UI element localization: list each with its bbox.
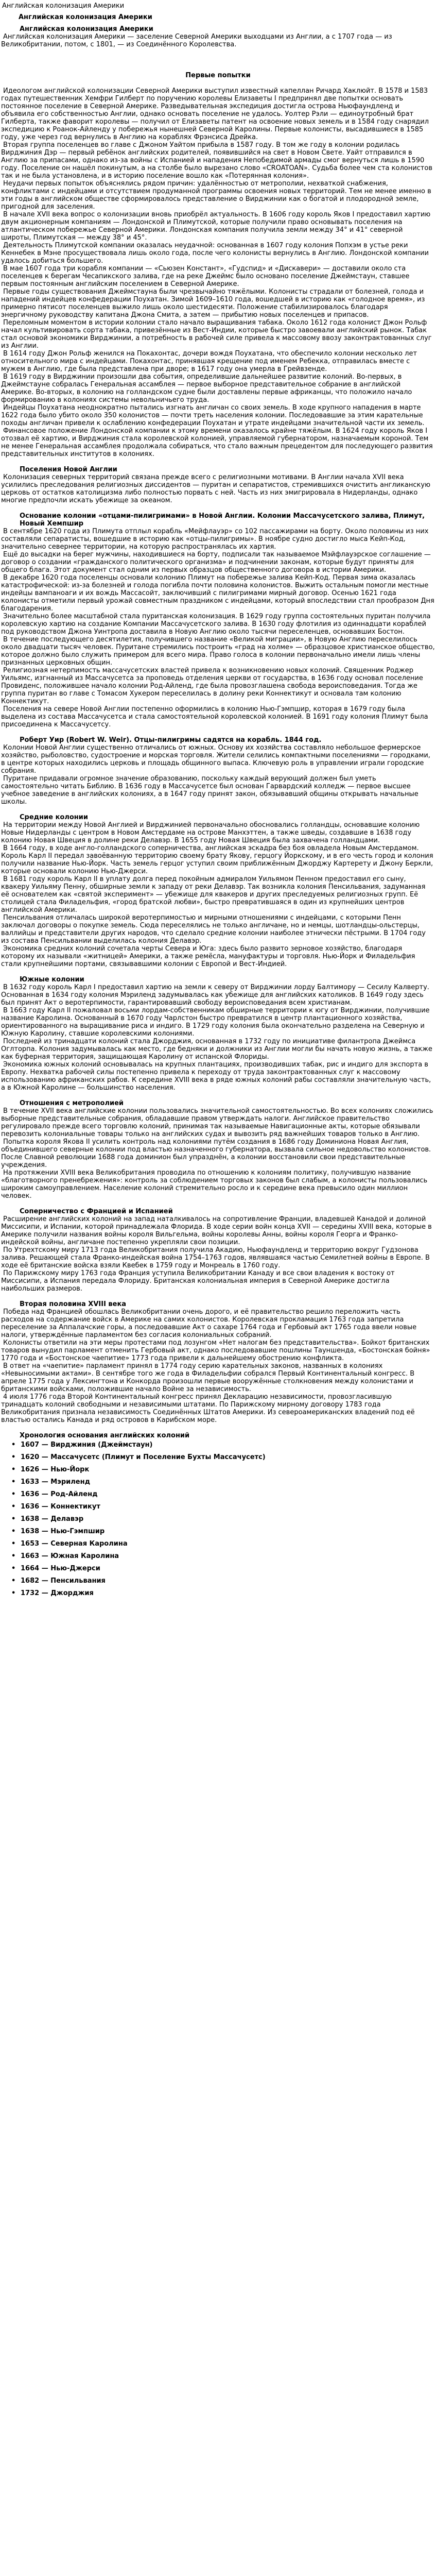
paragraph: Пенсильвания отличалась широкой веротерпимостью и мирными отношениями с индейцами, с которыми Пенн заключал договоры о покупке земель. Сюда переселялись не только англичане, но и немцы, шотландцы-ольстерцы, валлийцы и представители других народов, что сделало средние колонии наиболее этнически пёстрыми. В 1704 году из состава Пенсильвании выделилась колония Делавэр. <box>1 914 426 945</box>
breadcrumb <box>0 0 436 10</box>
paragraph: В 1681 году король Карл II в уплату долга перед покойным адмиралом Уильямом Пенном предоставил его сыну, квакеру Уильяму Пенну, обширные земли к западу от реки Делавэр. Так возникла колония Пенсильвания, задуманная её основателем как «святой эксперимент» — убежище для квакеров и других преследуемых религиозных групп. Её столицей стала Филадельфия, «город братской любви», быстро превратившаяся в один из крупнейших центров английской Америки. <box>1 875 426 914</box>
section-heading: Соперничество с Францией и Испанией <box>20 1208 173 1215</box>
paragraph: 4 июля 1776 года Второй Континентальный конгресс принял Декларацию независимости, провозгласившую тринадцать колоний свободными и независимыми штатами. По Парижскому мирному договору 1783 года Великобритания признала независимость Соединённых Штатов Америки. Из североамериканских владений под её властью остались Канада и ряд островов в Карибском море. <box>1 1393 415 1424</box>
section-heading: Основание колонии «отцами-пилигримами» в Новой Англии. Колонии Массачусетского залива, Плимут, Новый Хемпшир <box>20 512 425 528</box>
section-heading: Первые попытки <box>185 72 251 79</box>
paragraph: В 1664 году, в ходе англо-голландского соперничества, английская эскадра без боя овладела Новым Амстердамом. Король Карл II передал завоёванную территорию своему брату Якову, герцогу Йоркскому, и в его честь город и колония получили название Нью-Йорк. Часть земель герцог уступил своим приближённым Джорджу Картерету и Джону Беркли, которые основали колонию Нью-Джерси. <box>1 844 433 875</box>
paragraph: Значительно более масштабной стала пуританская колонизация. В 1629 году группа состоятельных пуритан получила королевскую хартию на создание Компании Массачусетского залива. В 1630 году флотилия из одиннадцати кораблей под руководством Джона Уинтропа доставила в Новую Англию около тысячи переселенцев, основавших Бостон. <box>1 613 431 636</box>
paragraph: Колонисты ответили на эти меры протестами под лозунгом «Нет налогам без представительства». Бойкот британских товаров вынудил парламент отменить Гербовый акт, однако последовавшие пошлины Тауншенда, «Бостонская бойня» 1770 года и «Бостонское чаепитие» 1773 года привели к дальнейшему обострению конфликта. <box>1 1339 430 1362</box>
paragraph: Английская колонизация Америки — заселение Северной Америки выходцами из Англии, а с 1707 года — из Великобритании, потом, с 1801, — из Соединённого Королевства. <box>1 33 392 48</box>
paragraph: В 1632 году король Карл I предоставил хартию на земли к северу от Вирджинии лорду Балтимору — Сесилу Калверту. Основанная в 1634 году колония Мэриленд задумывалась как убежище для английских католиков. В 1649 году здесь был принят Акт о веротерпимости, гарантировавший свободу вероисповедания всем христианам. <box>1 984 429 1007</box>
spacer <box>0 79 436 87</box>
section-heading: Роберт Уир (Robert W. Weir). Отцы-пилигримы садятся на корабль. 1844 год. <box>20 736 322 744</box>
section-heading: Отношения с метрополией <box>20 1099 124 1107</box>
paragraph: Расширение английских колоний на запад наталкивалось на сопротивление Франции, владевшей Канадой и долиной Миссисипи, и Испании, которой принадлежала Флорида. В ходе серии войн конца XVII — середины XVIII века, которые в Америке получили названия войны короля Вильгельма, войны королевы Анны, войны короля Георга и Франко-индейской войны, англичане постепенно укрепляли свои позиции. <box>1 1215 432 1246</box>
spacer <box>0 1293 436 1300</box>
paragraph: В 1619 году в Вирджинии произошли два события, определившие дальнейшее развитие колоний. Во-первых, в Джеймстауне собралась Генеральная ассамблея — первое выборное представительное собрание в английской Америке. Во-вторых, в колонию на голландском судне были доставлены первые африканцы, что положило начало формированию в колониях системы невольничьего труда. <box>1 373 412 404</box>
spacer <box>0 1092 436 1099</box>
paragraph: В 1614 году Джон Рольф женился на Покахонтас, дочери вождя Поухатана, что обеспечило колонии несколько лет относительного мира с индейцами. Покахонтас, принявшая крещение под именем Ребекка, отправилась вместе с мужем в Англию, где была представлена при дворе; в 1617 году она умерла в Грейвзенде. <box>1 350 417 373</box>
paragraph: Религиозная нетерпимость массачусетских властей привела к возникновению новых колоний. Священник Роджер Уильямс, изгнанный из Массачусетса за проповедь отделения церкви от государства, в 1636 году основал поселение Провиденс, положившее начало колонии Род-Айленд, где была провозглашена свобода вероисповедания. Тогда же группа пуритан во главе с Томасом Хукером переселилась в долину реки Коннектикут и основала там колонию Коннектикут. <box>1 667 423 705</box>
chronology-item: • 1607 — Вирджиния (Джеймстаун) <box>21 1439 436 1452</box>
chronology-item: • 1633 — Мэриленд <box>21 1477 436 1489</box>
paragraph: Неудачи первых попыток объяснялись рядом причин: удалённостью от метрополии, нехваткой снабжения, конфликтами с индейцами и отсутствием продуманной программы освоения новых территорий. Тем не менее именно в эти годы в английском обществе сформировалось представление о Вирджинии как о богатой и плодородной земле, пригодной для заселения. <box>1 180 431 211</box>
paragraph: Индейцы Поухатана неоднократно пытались изгнать англичан со своих земель. В ходе крупного нападения в марте 1622 года было убито около 350 колонистов — почти треть населения колонии. Последовавшие за этим карательные походы англичан привели к ослаблению конфедерации Поухатан и утрате индейцами значительной части их земель. <box>1 404 425 427</box>
section-heading: Английская колонизация Америки <box>20 25 153 33</box>
paragraph: Переломным моментом в истории колонии стало начало выращивания табака. Около 1612 года колонист Джон Рольф начал культивировать сорта табака, привезённые из Вест-Индии, которые быстро завоевали английский рынок. Табак стал основой экономики Вирджинии, а потребность в рабочей силе привела к массовому ввозу законтрактованных слуг из Англии. <box>1 319 432 350</box>
paragraph: В мае 1607 года три корабля компании — «Сьюзен Констант», «Гудспид» и «Дискавери» — доставили около ста поселенцев к берегам Чесапикского залива, где на реке Джеймс было основано поселение Джеймстаун, ставшее первым постоянным английским поселением в Северной Америке. <box>1 265 410 288</box>
paragraph: По Утрехтскому миру 1713 года Великобритания получила Акадию, Ньюфаундленд и территорию вокруг Гудзонова залива. Решающей стала Франко-индейская война 1754–1763 годов, являвшаяся частью Семилетней войны в Европе. В ходе её британские войска взяли Квебек в 1759 году и Монреаль в 1760 году. <box>1 1246 430 1269</box>
spacer <box>0 1424 436 1432</box>
spacer <box>0 64 436 72</box>
paragraph: Колонизация северных территорий связана прежде всего с религиозными мотивами. В Англии начала XVII века усилились преследования религиозных диссидентов — пуритан и сепаратистов, стремившихся очистить англиканскую церковь от остатков католицизма либо полностью порвать с ней. Часть из них эмигрировала в Нидерланды, однако многие предпочли искать убежище за океаном. <box>1 473 431 504</box>
spacer <box>0 56 436 64</box>
paragraph: Идеологом английской колонизации Северной Америки выступил известный капеллан Ричард Хаклюйт. В 1578 и 1583 годах путешественник Хемфри Гилберт по поручению королевы Елизаветы I предпринял две попытки основать постоянное поселение в Северной Америке. Разведывательная экспедиция достигла острова Ньюфаундленд и объявила его собственностью Англии, однако основать поселение не удалось. Уолтер Рэли — единоутробный брат Гилберта, также фаворит королевы — получил от Елизаветы патент на освоение новых земель и в 1584 году снарядил экспедицию к Роанок-Айленду у побережья нынешней Северной Каролины. Первые колонисты, высадившиеся в 1585 году, уже через год вернулись в Англию на кораблях Фрэнсиса Дрейка. <box>1 87 429 141</box>
paragraph: В декабре 1620 года поселенцы основали колонию Плимут на побережье залива Кейп-Код. Первая зима оказалась катастрофической: из-за болезней и голода погибла почти половина колонистов. Выжить остальным помогли местные индейцы вампаноаги и их вождь Массасойт, заключивший с пилигримами мирный договор. Осенью 1621 года колонисты отметили первый урожай совместным праздником с индейцами, который впоследствии стал прообразом Дня благодарения. <box>1 574 434 613</box>
spacer <box>0 806 436 814</box>
chronology-item: • 1682 — Пенсильвания <box>21 1575 436 1588</box>
chronology-item: • 1636 — Род-Айленд <box>21 1489 436 1501</box>
paragraph: Победа над Францией обошлась Великобритании очень дорого, и её правительство решило переложить часть расходов на содержание войск в Америке на самих колонистов. Королевская прокламация 1763 года запретила переселение за Аппалачские горы, а последовавшие Акт о сахаре 1764 года и Гербовый акт 1765 года ввели новые налоги, утверждённые парламентом без согласия колониальных собраний. <box>1 1308 417 1339</box>
spacer <box>0 1200 436 1208</box>
paragraph: Колонии Новой Англии существенно отличались от южных. Основу их хозяйства составляло небольшое фермерское хозяйство, рыболовство, судостроение и морская торговля. Жители селились компактными поселениями — городками, в центре которых находились церковь и площадь общинного выпаса. Ключевую роль в управлении играли городские собрания. <box>1 744 430 775</box>
paragraph: Финансовое положение Лондонской компании к этому времени оказалось крайне тяжёлым. В 1624 году король Яков I отозвал её хартию, и Вирджиния стала королевской колонией, управляемой губернатором, назначаемым короной. Тем не менее Генеральная ассамблея продолжала собираться, что стало важным прецедентом для последующего развития представительных институтов в колониях. <box>1 427 433 458</box>
paragraph: В сентябре 1620 года из Плимута отплыл корабль «Мейфлауэр» со 102 пассажирами на борту. Около половины из них составляли сепаратисты, вошедшие в историю как «отцы-пилигримы». В ноябре судно достигло мыса Кейп-Код, значительно севернее территории, на которую распространялась их хартия. <box>1 528 429 551</box>
spacer <box>0 504 436 512</box>
section-heading: Хронология основания английских колоний <box>20 1432 190 1439</box>
spacer <box>0 968 436 976</box>
section-heading: Средние колонии <box>20 814 89 821</box>
chronology-item: • 1620 — Массачусетс (Плимут и Поселение Бухты Массачусетс) <box>21 1452 436 1464</box>
paragraph: В ответ на «чаепитие» парламент принял в 1774 году серию карательных законов, названных в колониях «Невыносимыми актами». В сентябре того же года в Филадельфии собрался Первый Континентальный конгресс. В апреле 1775 года у Лексингтона и Конкорда произошли первые вооружённые столкновения между колонистами и британскими войсками, положившие начало Войне за независимость. <box>1 1362 415 1393</box>
paragraph: Экономика средних колоний сочетала черты Севера и Юга: здесь было развито зерновое хозяйство, благодаря которому их называли «житницей» Америки, а также ремёсла, мануфактуры и торговля. Нью-Йорк и Филадельфия стали крупнейшими портами, связывавшими колонии с Европой и Вест-Индией. <box>1 945 415 968</box>
page-title: Английская колонизация Америки <box>19 13 152 21</box>
section-heading: Южные колонии <box>20 976 84 984</box>
paragraph: Попытка короля Якова II усилить контроль над колониями путём создания в 1686 году Доминиона Новая Англия, объединившего северные колонии под властью назначенного губернатора, вызвала сильное недовольство колонистов. После Славной революции 1688 года доминион был упразднён, а колонии восстановили свои представительные учреждения. <box>1 1138 431 1169</box>
chronology-item: • 1638 — Нью-Гэмпшир <box>21 1526 436 1538</box>
paragraph: На протяжении XVIII века Великобритания проводила по отношению к колониям политику, получившую название «благотворного пренебрежения»: контроль за соблюдением торговых законов был слабым, а колонисты пользовались широким самоуправлением. Население колоний стремительно росло и к середине века превысило один миллион человек. <box>1 1169 428 1200</box>
breadcrumb-link[interactable]: Английская колонизация Америки <box>2 2 125 10</box>
paragraph: Поселения на севере Новой Англии постепенно оформились в колонию Нью-Гэмпшир, которая в 1679 году была выделена из состава Массачусетса и стала самостоятельной королевской колонией. В 1691 году колония Плимут была присоединена к Массачусетсу. <box>1 705 428 728</box>
paragraph: Пуритане придавали огромное значение образованию, поскольку каждый верующий должен был уметь самостоятельно читать Библию. В 1636 году в Массачусетсе был основан Гарвардский колледж — первое высшее учебное заведение в английских колониях, а в 1647 году принят закон, обязывавший общины открывать начальные школы. <box>1 775 418 806</box>
paragraph: Деятельность Плимутской компании оказалась неудачной: основанная в 1607 году колония Попхэм в устье реки Кеннебек в Мэне просуществовала лишь около года, после чего колонисты вернулись в Англию. Лондонской компании удалось добиться большего. <box>1 242 429 265</box>
paragraph: Экономика южных колоний основывалась на крупных плантациях, производивших табак, рис и индиго для экспорта в Европу. Нехватка рабочей силы постепенно привела к переходу от труда законтрактованных слуг к массовому использованию африканских рабов. К середине XVIII века в ряде южных колоний рабы составляли значительную часть, а в Южной Каролине — большинство населения. <box>1 1061 431 1092</box>
chronology-item: • 1653 — Северная Каролина <box>21 1538 436 1551</box>
paragraph: Первые годы существования Джеймстауна были чрезвычайно тяжёлыми. Колонисты страдали от болезней, голода и нападений индейцев конфедерации Поухатан. Зимой 1609–1610 года, вошедшей в историю как «голодное время», из примерно пятисот поселенцев выжило лишь около шестидесяти. Положение стабилизировалось благодаря энергичному руководству капитана Джона Смита, а затем — прибытию новых поселенцев и припасов. <box>1 288 425 319</box>
chronology-item: • 1663 — Южная Каролина <box>21 1551 436 1563</box>
paragraph: Ещё до высадки на берег мужчины, находившиеся на борту, подписали так называемое Мэйфлауэрское соглашение — договор о создании «гражданского политического организма» и подчинении законам, которые будут приняты для общего блага. Этот документ стал одним из первых образцов общественного договора в истории Америки. <box>1 551 431 574</box>
chronology-item: • 1636 — Коннектикут <box>21 1501 436 1514</box>
paragraph: Вторая группа поселенцев во главе с Джоном Уайтом прибыла в 1587 году. В том же году в колонии родилась Вирджиния Дэр — первый ребёнок английских родителей, появившийся на свет в Новом Свете. Уайт отправился в Англию за припасами, однако из-за войны с Испанией и нападения Непобедимой армады смог вернуться лишь в 1590 году. Поселение он нашёл покинутым, а на столбе было вырезано слово «CROATOAN». Судьба более чем ста колонистов так и не была установлена, и в историю поселение вошло как «Потерянная колония». <box>1 141 432 180</box>
article-body <box>0 25 436 1439</box>
chronology-item: • 1732 — Джорджия <box>21 1588 436 1600</box>
spacer <box>0 728 436 736</box>
chronology-item: • 1626 — Нью-Йорк <box>21 1464 436 1477</box>
chronology-item: • 1664 — Нью-Джерси <box>21 1563 436 1575</box>
paragraph: На территории между Новой Англией и Вирджинией первоначально обосновались голландцы, основавшие колонию Новые Нидерланды с центром в Новом Амстердаме на острове Манхэттен, а также шведы, создавшие в 1638 году колонию Новая Швеция в долине реки Делавэр. В 1655 году Новая Швеция была захвачена голландцами. <box>1 821 420 844</box>
spacer <box>0 48 436 56</box>
paragraph: В течение XVII века английские колонии пользовались значительной самостоятельностью. Во всех колониях сложились выборные представительные собрания, обладавшие правом утверждать налоги. Английское правительство регулировало прежде всего торговлю колоний, принимая так называемые Навигационные акты, которые обязывали перевозить колониальные товары только на английских судах и вывозить ряд важнейших товаров только в Англию. <box>1 1107 433 1138</box>
spacer <box>0 458 436 466</box>
paragraph: В начале XVII века вопрос о колонизации вновь приобрёл актуальность. В 1606 году король Яков I предоставил хартию двум акционерным компаниям — Лондонской и Плимутской, которые получили право основывать поселения на атлантическом побережье Северной Америки. Лондонская компания получила земли между 34° и 41° северной широты, Плимутская — между 38° и 45°. <box>1 211 431 242</box>
section-heading: Вторая половина XVIII века <box>20 1300 127 1308</box>
paragraph: По Парижскому миру 1763 года Франция уступила Великобритании Канаду и все свои владения к востоку от Миссисипи, а Испания передала Флориду. Британская колониальная империя в Северной Америке достигла наибольших размеров. <box>1 1269 395 1293</box>
paragraph: В 1663 году Карл II пожаловал восьми лордам-собственникам обширные территории к югу от Вирджинии, получившие название Каролина. Основанный в 1670 году Чарлстон быстро превратился в центр плантационного хозяйства, ориентированного на выращивание риса и индиго. В 1729 году колония была окончательно разделена на Северную и Южную Каролину, ставшие королевскими колониями. <box>1 1007 430 1038</box>
section-heading: Поселения Новой Англии <box>20 466 117 473</box>
paragraph: Последней из тринадцати колоний стала Джорджия, основанная в 1732 году по инициативе филантропа Джеймса Оглторпа. Колония задумывалась как место, где бедняки и должники из Англии могли бы начать новую жизнь, а также как буферная территория, защищающая Каролину от испанской Флориды. <box>1 1038 432 1061</box>
chronology-item: • 1638 — Делавэр <box>21 1514 436 1526</box>
chronology-list <box>0 1439 436 1600</box>
paragraph: В течение последующего десятилетия, получившего название «Великой миграции», в Новую Англию переселилось около двадцати тысяч человек. Пуритане стремились построить «град на холме» — образцовое христианское общество, которое должно было служить примером для всего мира. Право голоса в колонии первоначально имели лишь члены признанных церковных общин. <box>1 636 435 667</box>
